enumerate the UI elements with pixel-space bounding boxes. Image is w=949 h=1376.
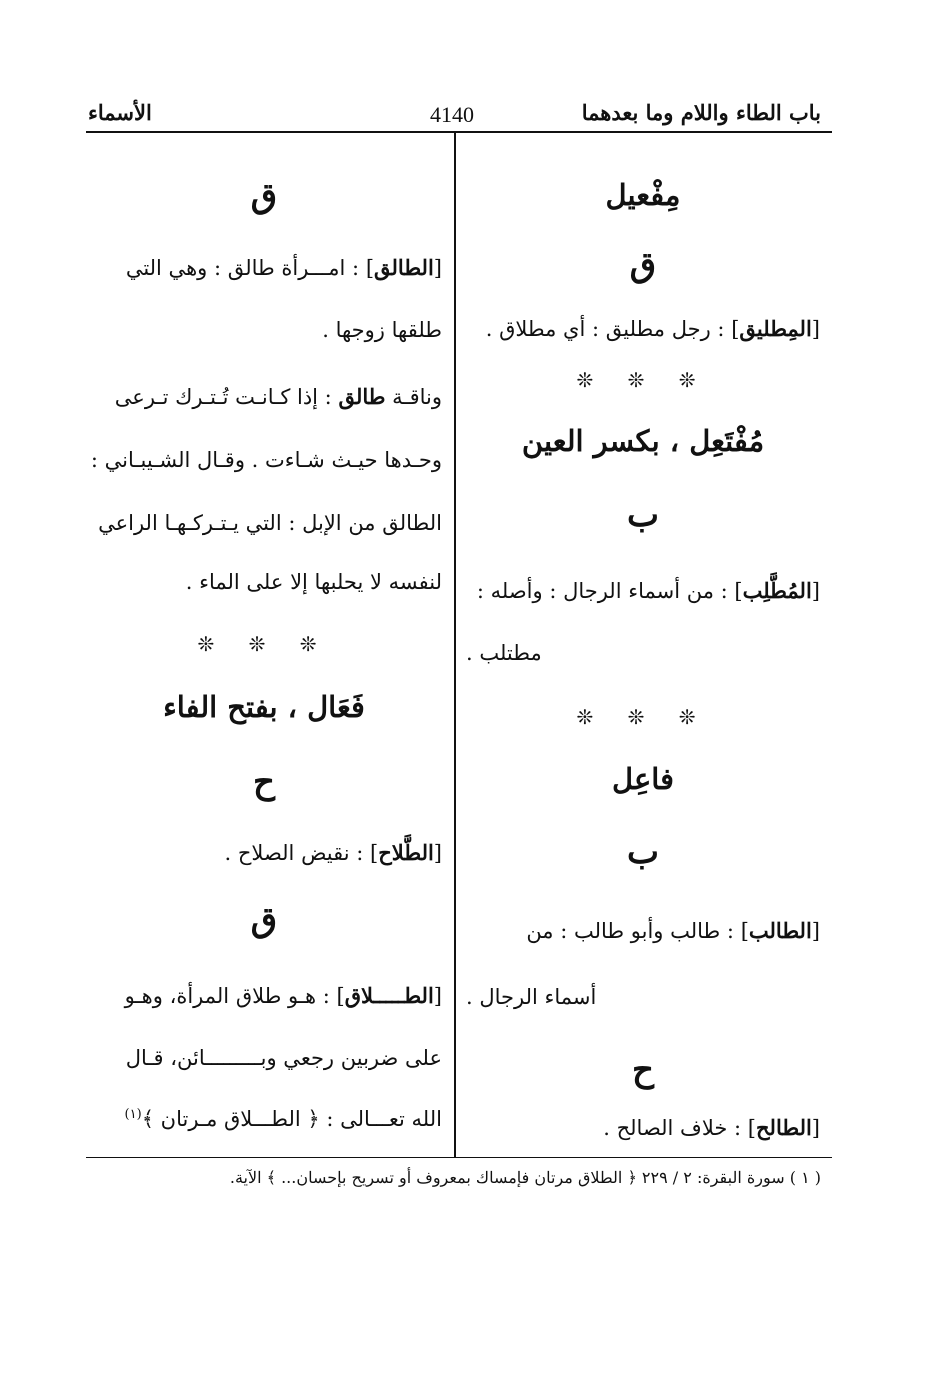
text-line: لنفسه لا يحلبها إلا على الماء . [185,570,442,594]
entry-definition: : رجل مطليق : أي مطلاق . [485,317,725,341]
entry-definition: : نقيض الصلاح . [224,841,364,865]
entry-term: الطالح [755,1115,812,1140]
entry-term: الطالق [374,255,434,280]
bracket-close: ] [734,579,743,603]
section-separator: ❊ ❊ ❊ [576,368,710,392]
entry-line [86,384,442,409]
root-letter: ح [253,762,275,802]
entry-line [466,578,820,603]
line-prefix: وناقـة [385,385,442,409]
quran-quote: الله تعـــالى : ﴿ الطـــلاق مـرتان ﴾ [141,1107,442,1131]
pattern-heading: فاعِل [612,762,674,796]
pattern-heading: فَعَال ، بفتح الفاء [163,690,365,724]
root-letter: ب [626,832,659,872]
page-number: 4140 [430,102,474,127]
pattern-heading: مُفْتَعِل ، بكسر العين [521,424,765,458]
text-line: على ضربين رجعي وبـــــــــائن، قـال [125,1046,442,1070]
pattern-heading: مِفْعيل [605,178,681,212]
entry-term: الطَّلاح [378,840,434,865]
entry-term: المُطَّلِب [742,578,812,603]
section-separator: ❊ ❊ ❊ [576,705,710,729]
column-divider [454,133,456,1158]
entry-term: طالق [338,384,386,409]
bracket-open: [ [811,579,820,603]
entry-term: المِطليق [739,316,812,341]
chapter-title: باب الطاء واللام وما بعدهما [581,100,821,125]
entry-term: الطـــــلاق [344,983,434,1008]
entry-continuation: أسماء الرجال . [466,985,597,1009]
bracket-open: [ [811,919,820,943]
root-letter: ق [629,245,657,285]
entry-line [466,316,820,341]
left-column [86,0,442,1150]
entry-definition: : امـــرأة طالق : وهي التي [125,256,360,280]
entry-definition: : خلاف الصالح . [603,1116,742,1140]
footnote-marker: (١) [124,1107,142,1122]
root-letter: ح [632,1050,654,1090]
bracket-close: ] [740,919,749,943]
entry-line [466,918,820,943]
entry-definition: : طالب وأبو طالب : من [526,919,735,943]
bracket-open: [ [811,1116,820,1140]
right-column [466,0,820,1150]
root-letter: ب [626,495,659,535]
entry-line [86,255,442,280]
entry-line [86,983,442,1008]
bracket-close: ] [370,841,379,865]
entry-definition: : إذا كـانـت تُـتـرك تـرعى [114,385,332,409]
bracket-open: [ [433,841,442,865]
section-title: الأسماء [88,100,152,125]
text-line [86,1107,442,1131]
bracket-close: ] [747,1116,756,1140]
text-line: وحـدها حيـث شـاءت . وقـال الشـيبـاني : [90,448,442,472]
footnote-rule [86,1157,832,1158]
root-letter: ق [250,176,278,216]
entry-continuation: طلقها زوجها . [322,318,442,342]
entry-definition: : من أسماء الرجال : وأصله : [476,579,728,603]
footnote-text: ( ١ ) سورة البقرة: ٢ / ٢٢٩ ﴿ الطلاق مرتان فإمساك بمعروف أو تسريح بإحسان... ﴾ الآية. [229,1168,821,1187]
entry-line [86,840,442,865]
entry-continuation: مطتلب . [466,641,542,665]
bracket-close: ] [731,317,740,341]
bracket-open: [ [433,256,442,280]
section-separator: ❊ ❊ ❊ [197,632,331,656]
root-letter: ق [250,900,278,940]
bracket-close: ] [365,256,375,280]
entry-definition: : هـو طلاق المرأة، وهـو [124,984,330,1008]
entry-line [466,1115,820,1140]
bracket-open: [ [433,984,442,1008]
bracket-close: ] [336,984,345,1008]
bracket-open: [ [811,317,820,341]
entry-term: الطالب [748,918,812,943]
text-line: الطالق من الإبل : التي يـتـركـهـا الراعي [98,511,442,535]
